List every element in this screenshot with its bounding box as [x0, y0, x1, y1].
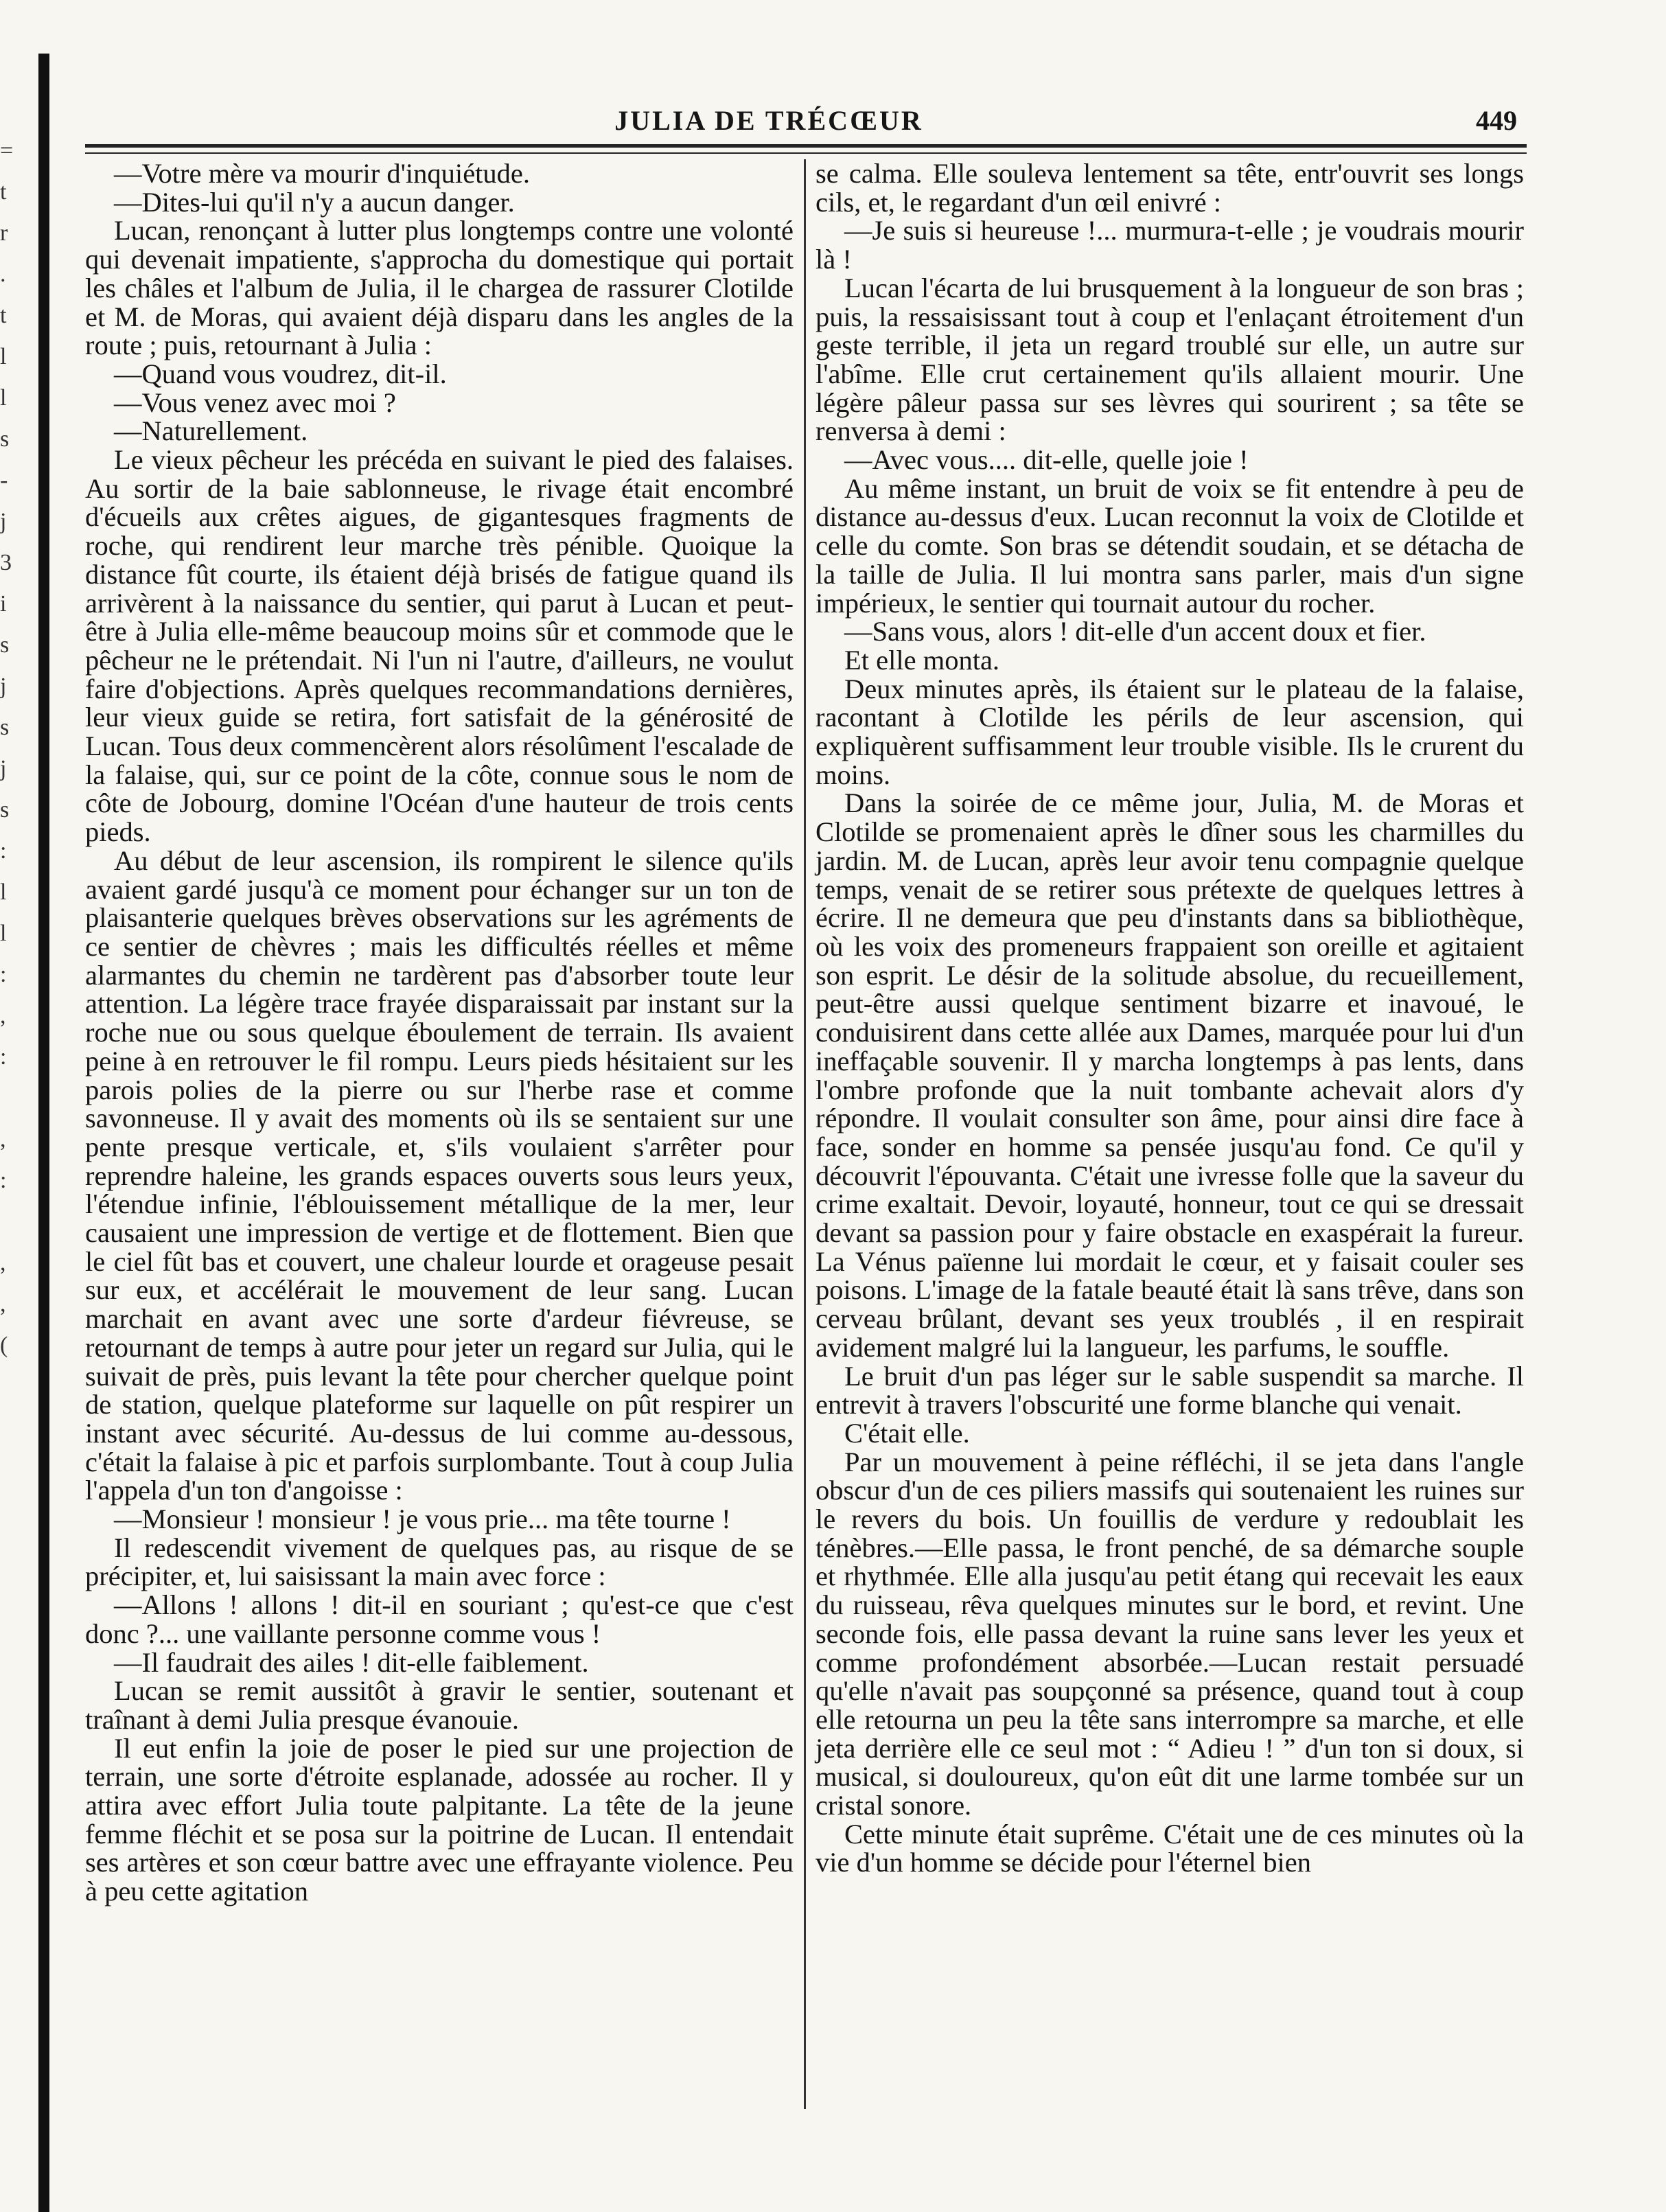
paragraph: Il redescendit vivement de quelques pas, au risque de se précipiter, et, lui saisissant la main avec force :	[85, 1532, 794, 1592]
paragraph: —Sans vous, alors ! dit-elle d'un accent doux et fier.	[844, 616, 1426, 647]
paragraph: C'était elle.	[844, 1417, 970, 1449]
paragraph: —Je suis si heureuse !... murmura-t-elle ; je voudrais mourir là !	[815, 215, 1524, 275]
margin-mark: =	[0, 138, 14, 163]
margin-mark: :	[0, 838, 7, 864]
paragraph: —Allons ! allons ! dit-il en souriant ; qu'est-ce que c'est donc ?... une vaillante personne comme vous !	[85, 1589, 794, 1649]
margin-mark: :	[0, 1044, 7, 1070]
margin-mark: j	[0, 509, 7, 534]
column-divider	[804, 159, 806, 2109]
paragraph: Cette minute était suprême. C'était une de ces minutes où la vie d'un homme se décide pour l'éternel bien	[815, 1818, 1524, 1878]
margin-mark: s	[0, 715, 10, 740]
margin-mark: s	[0, 632, 10, 658]
paragraph: —Vous venez avec moi ?	[114, 387, 396, 418]
paragraph: se calma. Elle souleva lentement sa tête, entr'ouvrit ses longs cils, et, le regardant d'un œil enivré :	[815, 158, 1524, 218]
margin-mark: t	[0, 303, 7, 328]
running-head	[82, 102, 1538, 143]
margin-mark: ,	[0, 1003, 6, 1028]
paragraph: —Monsieur ! monsieur ! je vous prie... ma tête tourne !	[114, 1504, 731, 1535]
paragraph: Par un mouvement à peine réfléchi, il se jeta dans l'angle obscur d'un de ces piliers massifs qui soutenaient les ruines sur le revers du bois. Un fouillis de verdure y redoublait les ténèbres.—Elle passa, le front penché, de sa démarche souple et rhythmée. Elle alla jusqu'au petit étang qui recevait les eaux du ruisseau, rêva quelques minutes sur le bord, et revint. Une seconde fois, elle passa devant la ruine sans lever les yeux et comme profondément absorbée.—Lucan restait persuadé qu'elle n'avait pas soupçonné sa présence, quand tout à coup elle retourna un peu la tête sans interrompre sa marche, et elle jeta derrière elle ce seul mot : “ Adieu ! ” d'un ton si doux, si musical, si douloureux, qu'on eût dit une larme tombée sur un cristal sonore.	[815, 1446, 1524, 1821]
margin-mark: l	[0, 921, 7, 946]
running-title: JULIA DE TRÉCŒUR	[614, 105, 923, 136]
paragraph: Lucan se remit aussitôt à gravir le sentier, soutenant et traînant à demi Julia presque évanouie.	[85, 1675, 794, 1735]
paragraph: —Dites-lui qu'il n'y a aucun danger.	[114, 186, 515, 218]
left-column	[85, 159, 794, 1906]
margin-mark: i	[0, 591, 7, 617]
right-column	[815, 159, 1524, 1877]
margin-mark: ,	[0, 1250, 6, 1276]
paragraph: Le bruit d'un pas léger sur le sable suspendit sa marche. Il entrevit à travers l'obscurité une forme blanche qui venait.	[815, 1360, 1524, 1420]
paragraph: Deux minutes après, ils étaient sur le plateau de la falaise, racontant à Clotilde les périls de leur ascension, qui expliquèrent suffisamment leur trouble visible. Ils le crurent du moins.	[815, 673, 1524, 790]
header-rule-thick	[85, 144, 1527, 148]
margin-mark: 3	[0, 550, 12, 575]
margin-mark: l	[0, 879, 7, 905]
margin-mark: t	[0, 179, 7, 205]
paragraph: Et elle monta.	[844, 644, 1000, 676]
paragraph: Lucan, renonçant à lutter plus longtemps contre une volonté qui devenait impatiente, s'approcha du domestique qui portait les châles et l'album de Julia, il le chargea de rassurer Clotilde et M. de Moras, qui avaient déjà disparu dans les angles de la route ; puis, retournant à Julia :	[85, 215, 794, 361]
margin-mark	[0, 1201, 27, 1243]
paragraph: —Avec vous.... dit-elle, quelle joie !	[844, 444, 1249, 476]
margin-mark: ,	[0, 1127, 6, 1152]
margin-mark: j	[0, 756, 7, 781]
paragraph: —Naturellement.	[114, 415, 308, 447]
left-margin-marks	[0, 130, 27, 1358]
page-binding-edge	[38, 54, 49, 2212]
paragraph: —Votre mère va mourir d'inquiétude.	[114, 158, 531, 189]
margin-mark: :	[0, 1168, 7, 1193]
margin-mark: :	[0, 962, 7, 987]
paragraph: Au même instant, un bruit de voix se fit entendre à peu de distance au-dessus d'eux. Lucan reconnut la voix de Clotilde et celle du comte. Son bras se détendit soudain, et se détacha de la taille de Julia. Il lui montra sans parler, mais d'un signe impérieux, le sentier qui tournait autour du rocher.	[815, 472, 1524, 619]
margin-mark: r	[0, 220, 8, 246]
paragraph: Le vieux pêcheur les précéda en suivant le pied des falaises. Au sortir de la baie sablonneuse, le rivage était encombré d'écueils aux crêtes aigues, de gigantesques fragments de roche, qui rendirent leur marche très pénible. Quoique la distance fût courte, ils étaient déjà brisés de fatigue quand ils arrivèrent à la naissance du sentier, qui parut à Lucan et peut-être à Julia elle-même beaucoup moins sûr et commode que le pêcheur ne le prétendait. Ni l'un ni l'autre, d'ailleurs, ne voulut faire d'objections. Après quelques recommandations dernières, leur vieux guide se retira, fort satisfait de la générosité de Lucan. Tous deux commencèrent alors résolûment l'escalade de la falaise, qui, sur ce point de la côte, connue sous le nom de côte de Jobourg, domine l'Océan d'une hauteur de trois cents pieds.	[85, 444, 794, 848]
margin-mark: l	[0, 385, 7, 411]
margin-mark: .	[0, 262, 6, 287]
margin-mark: (	[0, 1333, 8, 1358]
paragraph: Lucan l'écarta de lui brusquement à la longueur de son bras ; puis, la ressaisissant tout à coup et l'enlaçant étroitement d'un geste terrible, il jeta un regard troublé sur elle, un autre sur l'abîme. Elle crut certainement qu'ils allaient mourir. Une légère pâleur passa sur ses lèvres qui sourirent ; sa tête se renversa à demi :	[815, 272, 1524, 447]
margin-mark: -	[0, 468, 8, 493]
paragraph: Dans la soirée de ce même jour, Julia, M. de Moras et Clotilde se promenaient après le dîner sous les charmilles du jardin. M. de Lucan, après leur avoir tenu compagnie quelque temps, venait de se retirer sous prétexte de quelques lettres à écrire. Il ne demeura que peu d'instants dans sa bibliothèque, où les voix des promeneurs frappaient son oreille et agitaient son esprit. Le désir de la solitude absolue, du recueillement, peut-être aussi quelque sentiment bizarre et inavoué, le conduisirent dans cette allée aux Dames, marquée pour lui d'un ineffaçable souvenir. Il y marcha longtemps à pas lents, dans l'ombre profonde que la nuit tombante achevait alors d'y répondre. Il voulait consulter son âme, pour ainsi dire face à face, sonder en homme sa pensée jusqu'au fond. Ce qu'il y découvrit l'épouvanta. C'était une ivresse folle que la saveur du crime exaltait. Devoir, loyauté, honneur, tout ce qui se dressait devant sa passion pour y faire obstacle en exaspérait la fureur. La Vénus païenne lui mordait le cœur, et y faisait couler ses poisons. L'image de la fatale beauté était là sans trêve, dans son cerveau brûlant, devant ses yeux troublés , il en respirait avidement malgré lui la langueur, les parfums, le souffle.	[815, 787, 1524, 1363]
paragraph: —Quand vous voudrez, dit-il.	[114, 358, 447, 389]
margin-mark: ,	[0, 1291, 6, 1317]
margin-mark: j	[0, 673, 7, 699]
page-number: 449	[1476, 105, 1517, 136]
paragraph: —Il faudrait des ailes ! dit-elle faiblement.	[114, 1646, 589, 1678]
paragraph: Il eut enfin la joie de poser le pied sur une projection de terrain, une sorte d'étroite esplanade, adossée au rocher. Il y attira avec effort Julia toute palpitante. La tête de la jeune femme fléchit et se posa sur la poitrine de Lucan. Il entendait ses artères et son cœur battre avec une effrayante violence. Peu à peu cette agitation	[85, 1732, 794, 1907]
margin-mark: l	[0, 344, 7, 369]
paragraph: Au début de leur ascension, ils rompirent le silence qu'ils avaient gardé jusqu'à ce moment pour échanger sur un ton de plaisanterie quelques brèves observations sur les agréments de ce sentier de chèvres ; mais les difficultés réelles et même alarmantes du chemin ne tardèrent pas d'absorber toute leur attention. La légère trace frayée disparaissait par instant sur la roche nue ou sous quelque éboulement de terrain. Ils avaient peine à en retrouver le fil rompu. Leurs pieds hésitaient sur les parois polies de la pierre ou sur l'herbe rase et comme savonneuse. Il y avait des moments où ils se sentaient sur une pente presque verticale, et, s'ils voulaient s'arrêter pour reprendre haleine, les grands espaces ouverts sous leurs yeux, l'étendue infinie, l'éblouissement métallique de la mer, leur causaient une impression de vertige et de flottement. Bien que le ciel fût bas et couvert, une chaleur lourde et orageuse pesait sur eux, et accélérait le mouvement de leur sang. Lucan marchait en avant avec une sorte d'ardeur fiévreuse, se retournant de temps à autre pour jeter un regard sur Julia, qui le suivait de près, puis levant la tête pour chercher quelque point de station, quelque plateforme sur laquelle on pût respirer un instant avec sécurité. Au-dessus de lui comme au-dessous, c'était la falaise à pic et parfois surplombante. Tout à coup Julia l'appela d'un ton d'angoisse :	[85, 844, 794, 1506]
margin-mark: s	[0, 426, 10, 452]
margin-mark	[0, 1078, 27, 1119]
header-rule-thin	[85, 152, 1527, 154]
margin-mark: s	[0, 797, 10, 822]
